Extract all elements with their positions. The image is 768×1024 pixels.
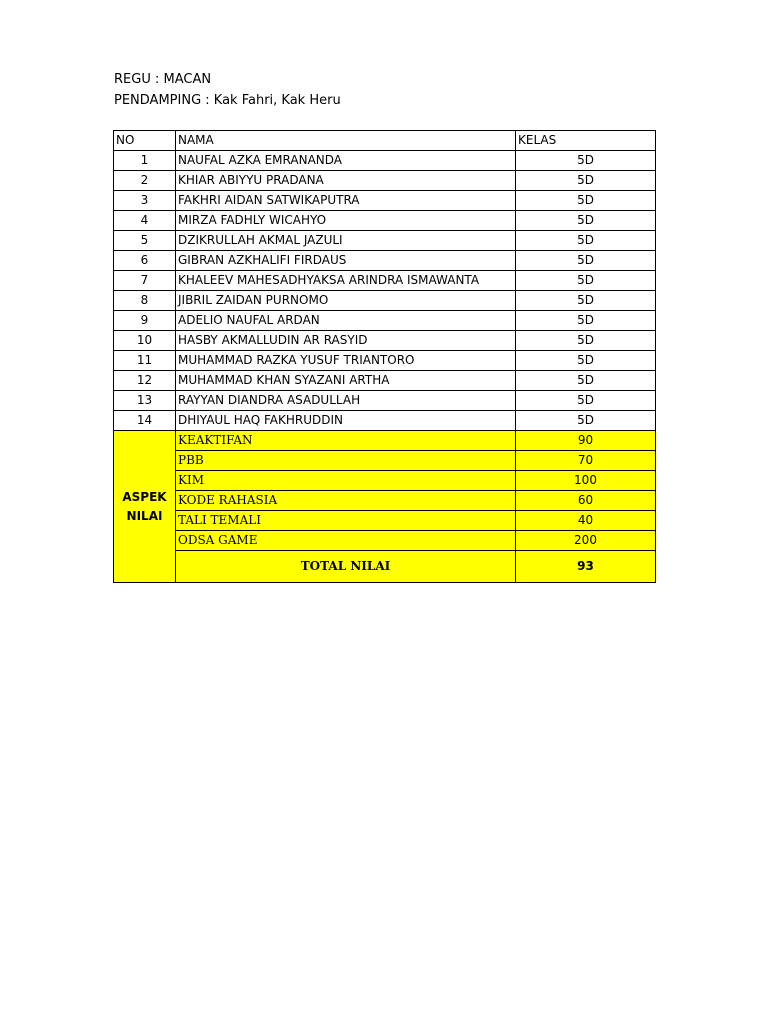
total-nilai-label: TOTAL NILAI <box>176 551 516 583</box>
member-no: 3 <box>114 191 176 211</box>
member-kelas: 5D <box>516 191 656 211</box>
regu-line: REGU : MACAN <box>114 72 212 87</box>
criterion-name: ODSA GAME <box>176 531 516 551</box>
member-name: MUHAMMAD RAZKA YUSUF TRIANTORO <box>176 351 516 371</box>
criterion-name: KEAKTIFAN <box>176 431 516 451</box>
member-no: 5 <box>114 231 176 251</box>
column-header-no: NO <box>114 131 176 151</box>
member-name: JIBRIL ZAIDAN PURNOMO <box>176 291 516 311</box>
member-no: 10 <box>114 331 176 351</box>
pendamping-line: PENDAMPING : Kak Fahri, Kak Heru <box>114 93 341 108</box>
member-name: MUHAMMAD KHAN SYAZANI ARTHA <box>176 371 516 391</box>
member-kelas: 5D <box>516 411 656 431</box>
criterion-value: 60 <box>516 491 656 511</box>
member-name: HASBY AKMALLUDIN AR RASYID <box>176 331 516 351</box>
score-row <box>114 431 656 451</box>
member-name: RAYYAN DIANDRA ASADULLAH <box>176 391 516 411</box>
total-nilai-value: 93 <box>516 551 656 583</box>
member-kelas: 5D <box>516 351 656 371</box>
member-no: 2 <box>114 171 176 191</box>
member-row <box>114 351 656 371</box>
aspek-label-line1: ASPEK <box>122 489 167 504</box>
member-no: 14 <box>114 411 176 431</box>
member-name: KHIAR ABIYYU PRADANA <box>176 171 516 191</box>
member-name: KHALEEV MAHESADHYAKSA ARINDRA ISMAWANTA <box>176 271 516 291</box>
score-row <box>114 451 656 471</box>
criterion-value: 90 <box>516 431 656 451</box>
aspek-label-line2: NILAI <box>126 508 163 523</box>
member-name: DHIYAUL HAQ FAKHRUDDIN <box>176 411 516 431</box>
member-no: 9 <box>114 311 176 331</box>
member-no: 6 <box>114 251 176 271</box>
score-row <box>114 471 656 491</box>
member-kelas: 5D <box>516 391 656 411</box>
column-header-nama: NAMA <box>176 131 516 151</box>
member-no: 11 <box>114 351 176 371</box>
criterion-name: KODE RAHASIA <box>176 491 516 511</box>
column-header-kelas: KELAS <box>516 131 656 151</box>
member-kelas: 5D <box>516 331 656 351</box>
member-row <box>114 331 656 351</box>
criterion-name: TALI TEMALI <box>176 511 516 531</box>
criterion-value: 200 <box>516 531 656 551</box>
member-no: 13 <box>114 391 176 411</box>
member-name: DZIKRULLAH AKMAL JAZULI <box>176 231 516 251</box>
member-name: NAUFAL AZKA EMRANANDA <box>176 151 516 171</box>
member-row <box>114 411 656 431</box>
member-row <box>114 211 656 231</box>
member-row <box>114 311 656 331</box>
member-name: GIBRAN AZKHALIFI FIRDAUS <box>176 251 516 271</box>
member-row <box>114 231 656 251</box>
member-row <box>114 371 656 391</box>
table-header-row <box>114 131 656 151</box>
member-name: MIRZA FADHLY WICAHYO <box>176 211 516 231</box>
member-kelas: 5D <box>516 231 656 251</box>
member-row <box>114 171 656 191</box>
criterion-value: 100 <box>516 471 656 491</box>
member-table <box>113 130 656 583</box>
criterion-name: KIM <box>176 471 516 491</box>
score-row <box>114 511 656 531</box>
score-row <box>114 531 656 551</box>
criterion-name: PBB <box>176 451 516 471</box>
member-row <box>114 291 656 311</box>
member-kelas: 5D <box>516 291 656 311</box>
member-row <box>114 391 656 411</box>
total-row <box>114 551 656 583</box>
member-row <box>114 191 656 211</box>
member-kelas: 5D <box>516 311 656 331</box>
member-no: 4 <box>114 211 176 231</box>
member-kelas: 5D <box>516 171 656 191</box>
member-no: 1 <box>114 151 176 171</box>
member-row <box>114 251 656 271</box>
member-kelas: 5D <box>516 151 656 171</box>
aspek-nilai-label <box>114 431 176 583</box>
member-no: 12 <box>114 371 176 391</box>
member-row <box>114 151 656 171</box>
criterion-value: 40 <box>516 511 656 531</box>
member-no: 7 <box>114 271 176 291</box>
member-name: ADELIO NAUFAL ARDAN <box>176 311 516 331</box>
member-name: FAKHRI AIDAN SATWIKAPUTRA <box>176 191 516 211</box>
member-kelas: 5D <box>516 371 656 391</box>
member-row <box>114 271 656 291</box>
member-no: 8 <box>114 291 176 311</box>
member-kelas: 5D <box>516 211 656 231</box>
member-kelas: 5D <box>516 271 656 291</box>
score-row <box>114 491 656 511</box>
member-kelas: 5D <box>516 251 656 271</box>
criterion-value: 70 <box>516 451 656 471</box>
